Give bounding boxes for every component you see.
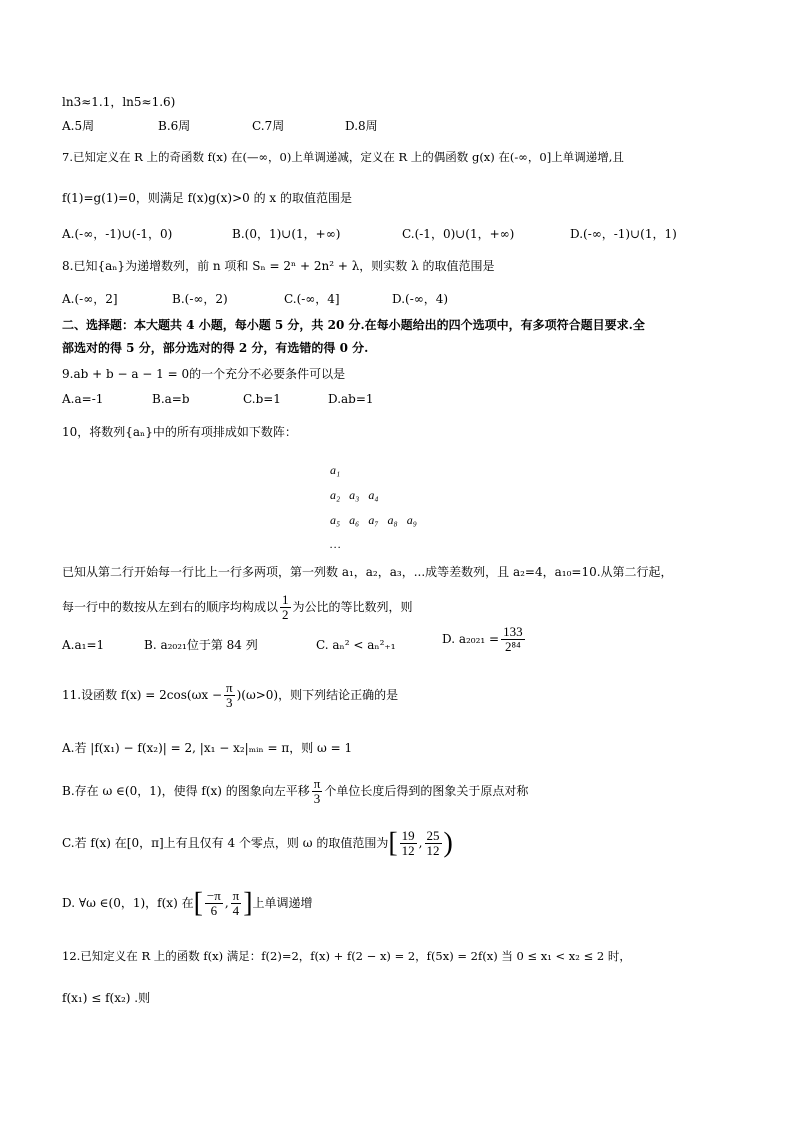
q10-line3-post: 为公比的等比数列，则 (292, 600, 413, 614)
q11-option-d-frac1: $\frac{-\pi}{6}$ (206, 888, 221, 918)
section2-heading-line1: 二、选择题：本大题共 4 小题，每小题 5 分，共 20 分.在每小题给出的四个选项中，有多项符合题目要求.全 (62, 318, 645, 332)
matrix-row-1: a₁ (330, 463, 341, 477)
q10-option-b: B. a₂₀₂₁位于第 84 列 (144, 638, 258, 652)
q10-ratio-fraction: $\frac{1}{2}$ (282, 592, 289, 622)
q7-option-b: B.(0，1)∪(1，+∞) (232, 227, 341, 241)
q6-option-d: D.8周 (345, 119, 378, 133)
q7-option-d: D.(-∞，-1)∪(1，1) (570, 227, 677, 241)
top-line: ln3≈1.1，ln5≈1.6) (62, 95, 176, 109)
matrix-row-4: … (330, 537, 341, 551)
q11-option-b-fraction: $\frac{\pi}{3}$ (313, 776, 321, 806)
q8-option-d: D.(-∞，4) (392, 292, 449, 306)
q10-condition-line2 (62, 592, 413, 622)
q7-option-c: C.(-1，0)∪(1，+∞) (402, 227, 515, 241)
q11-option-c-frac1: $\frac{19}{12}$ (401, 828, 415, 858)
q10-option-d-fraction: $\frac{133}{\text{2⁸⁴}}$ (503, 624, 523, 654)
q7-option-a: A.(-∞，-1)∪(-1，0) (62, 227, 173, 241)
q11-option-d: D. ∀ω ∈(0，1)，f(x) 在[ $\frac{-\pi}{6}$ , $\frac{\pi}{4}$ ]上单调递增 (62, 887, 313, 919)
q6-option-a: A.5周 (62, 119, 95, 133)
q6-option-c: C.7周 (252, 119, 285, 133)
q11-stem-fraction: $\frac{\pi}{3}$ (226, 680, 233, 710)
q10-stem: 10，将数列{aₙ}中的所有项排成如下数阵： (62, 425, 297, 439)
q11-option-b: B.存在 ω ∈(0，1)，使得 f(x) 的图象向左平移 $\frac{\pi}{3}$ 个单位长度后得到的图象关于原点对称 (62, 776, 529, 806)
q8-option-a: A.(-∞，2] (62, 292, 118, 306)
q10-condition-line1: 已知从第二行开始每一行比上一行多两项，第一列数 a₁，a₂，a₃，...成等差数列，且 a₂=4，a₁₀=10.从第二行起， (62, 565, 673, 579)
q8-stem: 8.已知{aₙ}为递增数列，前 n 项和 Sₙ = 2ⁿ + 2n² + λ，则实数 λ 的取值范围是 (62, 259, 495, 273)
q10-option-d: D. a₂₀₂₁ = $\frac{133}{\text{2⁸⁴}}$ (442, 624, 523, 654)
q10-option-a: A.a₁=1 (62, 638, 105, 652)
q9-stem: 9.ab + b − a − 1 = 0的一个充分不必要条件可以是 (62, 367, 346, 381)
q12-stem-line1: 12.已知定义在 R 上的函数 f(x) 满足：f(2)=2，f(x) + f(2 − x) = 2，f(5x) = 2f(x) 当 0 ≤ x₁ < x₂ ≤ 2 时， (62, 949, 631, 963)
q9-option-a: A.a=-1 (62, 392, 104, 406)
q10-option-c: C. aₙ² < aₙ²₊₁ (316, 638, 396, 652)
q10-line3-pre: 每一行中的数按从左到右的顺序均构成以 (62, 600, 279, 614)
q8-option-c: C.(-∞，4] (284, 292, 340, 306)
q11-option-a: A.若 |f(x₁) − f(x₂)| = 2, |x₁ − x₂|ₘᵢₙ = π，则 ω = 1 (62, 741, 353, 755)
q11-option-d-frac2: $\frac{\pi}{4}$ (232, 888, 240, 918)
matrix-row-2: a₂ a₃ a₄ (330, 488, 379, 502)
q11-option-c: C.若 f(x) 在[0，π]上有且仅有 4 个零点，则 ω 的取值范围为[ $\frac{19}{12}$ , $\frac{25}{12}$ ) (62, 827, 453, 859)
q6-option-b: B.6周 (158, 119, 191, 133)
q9-option-c: C.b=1 (243, 392, 281, 406)
q7-stem-line2: f(1)=g(1)=0，则满足 f(x)g(x)>0 的 x 的取值范围是 (62, 191, 352, 205)
matrix-row-3: a₅ a₆ a₇ a₈ a₉ (330, 513, 417, 527)
q7-stem-line1: 7.已知定义在 R 上的奇函数 f(x) 在(—∞，0)上单调递减，定义在 R 上的偶函数 g(x) 在(-∞，0]上单调递增,且 (62, 150, 624, 164)
q9-option-d: D.ab=1 (328, 392, 374, 406)
q12-stem-line2: f(x₁) ≤ f(x₂) .则 (62, 991, 151, 1005)
q8-option-b: B.(-∞，2) (172, 292, 228, 306)
q11-option-c-frac2: $\frac{25}{12}$ (426, 828, 440, 858)
q11-stem: 11.设函数 f(x) = 2cos(ωx − $\frac{\pi}{3}$ )(ω>0)，则下列结论正确的是 (62, 680, 399, 710)
section2-heading-line2: 部选对的得 5 分，部分选对的得 2 分，有选错的得 0 分. (62, 341, 369, 355)
q9-option-b: B.a=b (152, 392, 190, 406)
